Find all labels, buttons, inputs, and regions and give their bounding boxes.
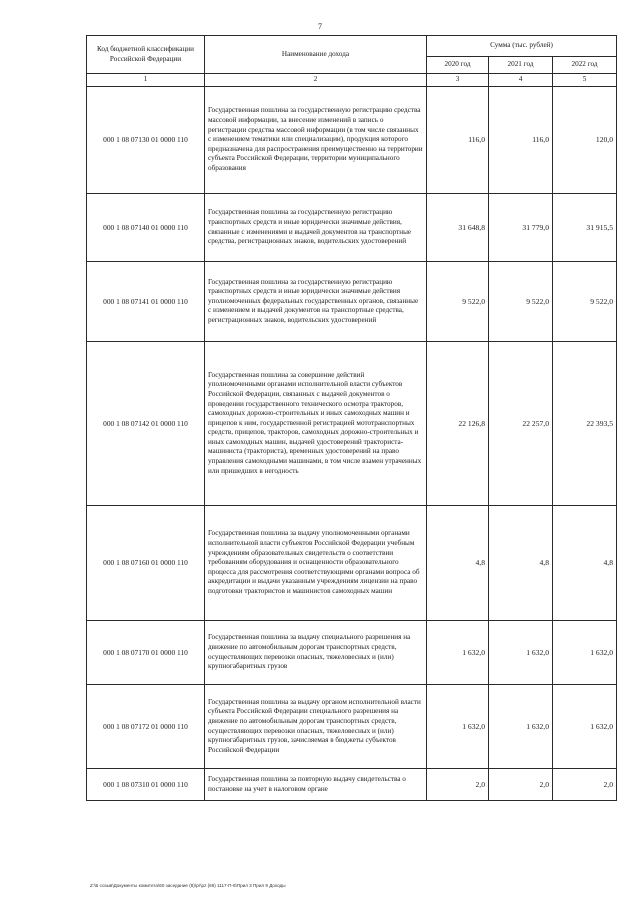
- table-row: [87, 685, 617, 769]
- budget-code: 000 1 08 07130 01 0000 110: [87, 87, 205, 194]
- value-2021: 2,0: [489, 769, 553, 801]
- header-sum-column: Сумма (тыс. рублей): [427, 36, 617, 57]
- value-2022: 2,0: [553, 769, 617, 801]
- value-2020: 31 648,8: [427, 194, 489, 262]
- budget-code: 000 1 08 07172 01 0000 110: [87, 685, 205, 769]
- table-row: [87, 194, 617, 262]
- value-2021: 22 257,0: [489, 342, 553, 506]
- value-2021: 4,8: [489, 506, 553, 621]
- budget-code: 000 1 08 07310 01 0000 110: [87, 769, 205, 801]
- value-2022: 1 632,0: [553, 621, 617, 685]
- revenue-name: Государственная пошлина за выдачу органом исполнительной власти субъекта Российской Федерации специального разрешения на движение по автомобильным дорогам транспортных средств, осуществляющих перевозки опасных, тяжеловесных и (или) крупногабаритных грузов, зачисляемая в бюджеты субъектов Российской Федерации: [205, 685, 427, 769]
- revenue-name: Государственная пошлина за выдачу специального разрешения на движение по автомобильным дорогам транспортных средств, осуществляющих перевозки опасных, тяжеловесных и (или) крупногабаритных грузов: [205, 621, 427, 685]
- revenue-name: Государственная пошлина за повторную выдачу свидетельства о постановке на учет в налоговом органе: [205, 769, 427, 801]
- revenue-name: Государственная пошлина за государственную регистрацию транспортных средств и иные юридически значимые действия уполномоченных федеральных государственных органов, связанные с изменением и выдачей документов на транспортные средства, регистрационных знаков, водительских удостоверений: [205, 262, 427, 342]
- header-year-2020: 2020 год: [427, 56, 489, 73]
- value-2021: 1 632,0: [489, 685, 553, 769]
- column-number: 1: [87, 74, 205, 87]
- value-2022: 4,8: [553, 506, 617, 621]
- value-2022: 22 393,5: [553, 342, 617, 506]
- value-2020: 22 126,8: [427, 342, 489, 506]
- budget-code: 000 1 08 07141 01 0000 110: [87, 262, 205, 342]
- value-2020: 9 522,0: [427, 262, 489, 342]
- value-2020: 4,8: [427, 506, 489, 621]
- budget-code: 000 1 08 07170 01 0000 110: [87, 621, 205, 685]
- column-number: 2: [205, 74, 427, 87]
- value-2022: 31 915,5: [553, 194, 617, 262]
- table-row: [87, 342, 617, 506]
- table-row: [87, 87, 617, 194]
- page-number: 7: [318, 22, 322, 31]
- header-year-2021: 2021 год: [489, 56, 553, 73]
- budget-code: 000 1 08 07142 01 0000 110: [87, 342, 205, 506]
- budget-code: 000 1 08 07160 01 0000 110: [87, 506, 205, 621]
- value-2022: 1 632,0: [553, 685, 617, 769]
- column-number: 4: [489, 74, 553, 87]
- value-2020: 116,0: [427, 87, 489, 194]
- header-code-column: Код бюджетной классификации Российской Федерации: [87, 36, 205, 74]
- value-2021: 116,0: [489, 87, 553, 194]
- value-2020: 1 632,0: [427, 621, 489, 685]
- header-name-column: Наименование дохода: [205, 36, 427, 74]
- revenue-name: Государственная пошлина за совершение действий уполномоченными органами исполнительной власти субъектов Российской Федерации, связанных с выдачей документов о проведении государственного технического осмотра тракторов, самоходных дорожно-строительных и иных самоходных машин и прицепов к ним, государственной регистрацией мототранспортных средств, прицепов, тракторов, самоходных дорожно-строительных и иных самоходных машин, выдачей удостоверений тракториста-машиниста (тракториста), временных удостоверений на право управления самоходными машинами, в том числе взамен утраченных или пришедших в негодность: [205, 342, 427, 506]
- column-number: 3: [427, 74, 489, 87]
- value-2021: 31 779,0: [489, 194, 553, 262]
- table-row: [87, 621, 617, 685]
- column-number: 5: [553, 74, 617, 87]
- value-2021: 1 632,0: [489, 621, 553, 685]
- value-2021: 9 522,0: [489, 262, 553, 342]
- table-row: [87, 769, 617, 801]
- revenue-name: Государственная пошлина за государственную регистрацию средства массовой информации, за внесение изменений в запись о регистрации средства массовой информации (в том числе связанных с изменением тематики или специализации), продукция которого предназначена для распространения преимущественно на территории субъекта Российской Федерации, территории муниципального образования: [205, 87, 427, 194]
- header-year-2022: 2022 год: [553, 56, 617, 73]
- table-row: [87, 262, 617, 342]
- revenue-name: Государственная пошлина за государственную регистрацию транспортных средств и иные юридически значимые действия, связанные с изменениями и выдачей документов на транспортные средства, регистрационных знаков, водительских удостоверений: [205, 194, 427, 262]
- value-2020: 1 632,0: [427, 685, 489, 769]
- revenue-name: Государственная пошлина за выдачу уполномоченными органами исполнительной власти субъектов Российской Федерации учебным учреждениям образовательных свидетельств о соответствии требованиям оборудования и оснащенности образовательного процесса для рассмотрения соответствующими органами вопроса об аккредитации и выдачи указанным учреждениям лицензии на право подготовки трактористов и машинистов самоходных машин: [205, 506, 427, 621]
- value-2022: 120,0: [553, 87, 617, 194]
- file-path-footer: Z:\Б созыв\Документы комитета\60 заседание (8)\pr\pz (66) 1117-П-6\Прил 3 Прил 9 Доходы: [90, 883, 286, 888]
- table-row: [87, 506, 617, 621]
- value-2020: 2,0: [427, 769, 489, 801]
- budget-code: 000 1 08 07140 01 0000 110: [87, 194, 205, 262]
- value-2022: 9 522,0: [553, 262, 617, 342]
- revenue-table: [86, 35, 617, 801]
